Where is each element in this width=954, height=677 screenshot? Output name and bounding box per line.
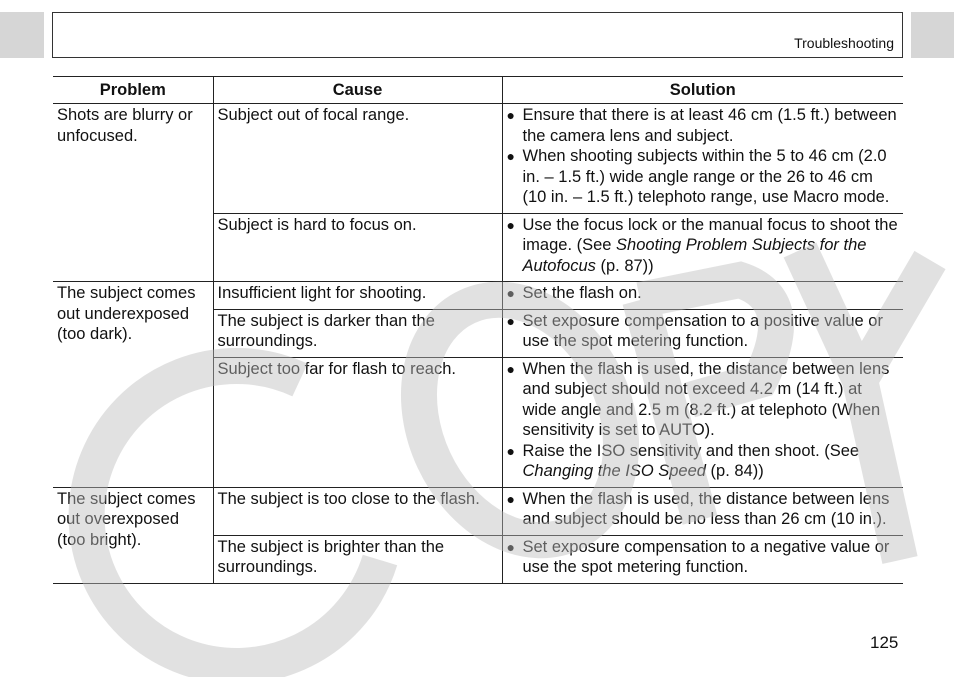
solution-cell <box>502 104 903 214</box>
solution-cell <box>502 357 903 487</box>
problem-cell: The subject comes out overexposed (too bright). <box>53 487 213 583</box>
solution-cell <box>502 282 903 310</box>
header-problem: Problem <box>53 77 213 104</box>
table-row <box>53 487 903 535</box>
cause-cell: Subject is hard to focus on. <box>213 213 502 282</box>
solution-bullet <box>507 215 901 277</box>
solution-bullet: ● When the flash is used, the distance between lens and subject should not exceed 4.2 m (14 ft.) at wide angle and 2.5 m (8.2 ft.) at telephoto (When sensitivity is set to AUTO). <box>507 359 901 441</box>
reference-title: Shooting Problem Subjects for the Autofocus <box>522 236 867 275</box>
header-cause: Cause <box>213 77 502 104</box>
solution-bullet: ● Set exposure compensation to a positive value or use the spot metering function. <box>507 311 901 352</box>
solution-bullet <box>507 441 901 482</box>
table-row <box>53 104 903 214</box>
section-title: Troubleshooting <box>794 35 894 51</box>
cause-cell: The subject is brighter than the surroundings. <box>213 535 502 583</box>
problem-cell: The subject comes out underexposed (too dark). <box>53 282 213 488</box>
solution-text: Raise the ISO sensitivity and then shoot. (See <box>522 441 860 460</box>
cause-cell: Subject too far for flash to reach. <box>213 357 502 487</box>
page-reference: (p. 84)) <box>705 462 764 480</box>
cause-cell: Insufficient light for shooting. <box>213 282 502 310</box>
table-row <box>53 282 903 310</box>
solution-bullet: ● When shooting subjects within the 5 to 46 cm (2.0 in. – 1.5 ft.) wide angle range or the 26 to 46 cm (10 in. – 1.5 ft.) telephoto range, use Macro mode. <box>507 146 901 208</box>
solution-bullet: ● Set exposure compensation to a negative value or use the spot metering function. <box>507 537 901 578</box>
page-reference: (p. 87)) <box>595 256 654 275</box>
cause-cell: The subject is too close to the flash. <box>213 487 502 535</box>
page-number: 125 <box>870 633 899 652</box>
solution-cell <box>502 535 903 583</box>
solution-cell <box>502 487 903 535</box>
problem-cell: Shots are blurry or unfocused. <box>53 104 213 282</box>
header-solution: Solution <box>502 77 903 104</box>
left-edge-tab <box>0 12 44 58</box>
solution-bullet: ● When the flash is used, the distance between lens and subject should be no less than 26 cm (10 in.). <box>507 489 901 530</box>
solution-bullet: ● Ensure that there is at least 46 cm (1.5 ft.) between the camera lens and subject. <box>507 105 901 146</box>
cause-cell: The subject is darker than the surroundings. <box>213 309 502 357</box>
solution-cell <box>502 309 903 357</box>
reference-title: Changing the ISO Speed <box>522 462 706 480</box>
solution-text: Use the focus lock or the manual focus to shoot the image. (See <box>522 215 898 254</box>
table-header-row <box>53 77 903 104</box>
right-edge-tab <box>911 12 954 58</box>
solution-bullet: ● Set the flash on. <box>507 283 901 304</box>
cause-cell: Subject out of focal range. <box>213 104 502 214</box>
troubleshooting-table <box>53 76 903 584</box>
solution-cell <box>502 213 903 282</box>
page-header <box>52 12 903 58</box>
